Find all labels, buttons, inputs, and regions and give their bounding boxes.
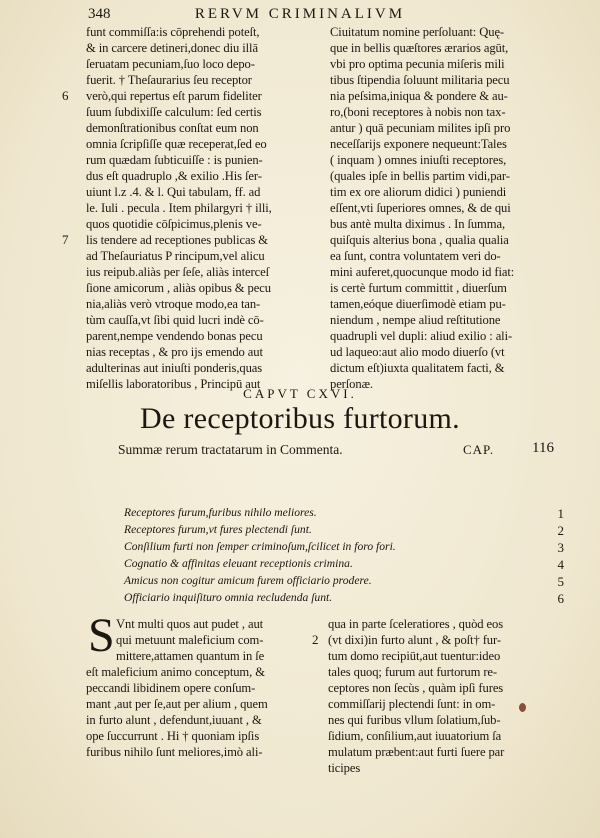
text-line: lis tendere ad receptiones publicas & — [86, 233, 268, 247]
summary-item-text: Cognatio & affinitas eleuant receptionis crimina. — [124, 557, 353, 570]
text-line: (vt dixi)in furto alunt , & poſt† fur- — [328, 633, 501, 647]
text-line: ( inquam ) omnes iniuſti receptores, — [330, 153, 507, 167]
text-line: furibus nihilo ſunt meliores,imò ali- — [86, 745, 263, 759]
text-line: commiſſarij plectendi ſunt: in om- — [328, 697, 496, 711]
summary-item-text: Officiario inquiſituro omnia recludenda ſunt. — [124, 591, 333, 604]
summary-item — [124, 591, 564, 608]
text-line: mini auferet,quocunque modo id fiat: — [330, 265, 515, 279]
text-line: in furto alunt , defendunt,iuuant , & — [86, 713, 262, 727]
text-line: (quales ipſe in bellis partim vidi,par- — [330, 169, 510, 183]
text-line: ſuum ſubdixiſſe calculum: ſed certis — [86, 105, 262, 119]
upper-left-column — [86, 24, 320, 392]
page-header — [0, 2, 600, 24]
summary-list — [124, 506, 564, 608]
text-line: rum quædam ſubticuiſſe : is punien- — [86, 153, 263, 167]
text-line: verò,qui repertus eſt parum fideliter — [86, 89, 262, 103]
text-line: omnia ſcripſiſſe quæ receperat,ſed eo — [86, 137, 267, 151]
summary-item-text: Receptores furum,vt fures plectendi ſunt. — [124, 523, 312, 536]
text-line: ope ſuccurrunt . Hi † quoniam ipſis — [86, 729, 260, 743]
summary-heading: Summæ rerum tractatarum in Commenta. — [118, 442, 343, 457]
summary-item — [124, 540, 564, 557]
running-head: RERVM CRIMINALIVM — [194, 6, 406, 22]
text-line: ius reipub.aliàs per ſeſe, aliàs interceſ — [86, 265, 269, 279]
drop-cap: S — [88, 609, 115, 662]
text-line: tùm cauſſa,vt ſibi quid lucri indè cō- — [86, 313, 264, 327]
summary-item-number: 3 — [557, 540, 564, 555]
summary-item-text: Conſilium furti non ſemper criminoſum,ſcilicet in foro fori. — [124, 540, 396, 553]
summary-item-number: 4 — [557, 557, 564, 572]
summary-item — [124, 506, 564, 523]
lower-right-column — [328, 616, 564, 776]
text-line: quos quotidie cōſpicimus,plenis ve- — [86, 217, 262, 231]
text-line: tales quoq; furum aut furtorum re- — [328, 665, 498, 679]
text-line: quiſquis alterius bona , qualia qualia — [330, 233, 509, 247]
text-line: mulatum præbent:aut furti ſuere par — [328, 745, 505, 759]
text-line: eſſent,vti ſuperiores omnes, & de qui — [330, 201, 511, 215]
text-line: ſeruatam pecuniam,ſuo loco depo- — [86, 57, 255, 71]
margin-note-6: 6 — [62, 88, 69, 103]
text-line: parent,nempe vendendo bonas pecu — [86, 329, 263, 343]
text-line: dictum eſt)iuxta qualitatem facti, & — [330, 361, 505, 375]
margin-note-2: 2 — [312, 632, 319, 647]
text-line: tim ex ore aliorum didici ) puniendi — [330, 185, 507, 199]
summary-item-number: 5 — [557, 574, 564, 589]
chapter-title: De receptoribus furtorum. — [140, 402, 460, 435]
text-line: nia,aliàs verò vtroque modo,ea tan- — [86, 297, 261, 311]
text-line: bus antè multa diximus . In ſumma, — [330, 217, 505, 231]
lower-left-column — [86, 616, 320, 760]
text-line: le. Iuli . pecula . Item philargyri † illi, — [86, 201, 272, 215]
text-line: tibus ſtipendia ſoluunt militaria pecu — [330, 73, 510, 87]
text-line: mittere,attamen quantum in ſe — [116, 649, 265, 663]
text-line: ea ſunt, contra voluntatem veri do- — [330, 249, 501, 263]
text-line: vbi pro optima pecunia miſeris mili — [330, 57, 505, 71]
summary-item-text: Receptores furum,furibus nihilo meliores. — [124, 506, 317, 519]
text-line: Ciuitatum nomine perſoluant: Quę- — [330, 25, 505, 39]
text-line: antur ) quā pecuniam milites ipſi pro — [330, 121, 511, 135]
text-line: Vnt multi quos aut pudet , aut — [116, 617, 264, 631]
text-line: peccandi libidinem opere conſum- — [86, 681, 256, 695]
text-line: ud laqueo:aut alio modo diuerſo (vt — [330, 345, 505, 359]
summary-item-number: 2 — [557, 523, 564, 538]
text-line: qui metuunt maleficium com- — [116, 633, 264, 647]
chapter-number: CAPVT CXVI. — [243, 386, 357, 401]
margin-note-7: 7 — [62, 232, 69, 247]
cap-number: 116 — [532, 440, 554, 456]
summary-item-text: Amicus non cogitur amicum furem officiario prodere. — [124, 574, 372, 587]
ink-spot — [519, 703, 526, 712]
text-line: & in carcere detineri,donec diu illā — [86, 41, 258, 55]
text-line: tum domo recipiūt,aut tuentur:ideo — [328, 649, 501, 663]
summary-item-number: 6 — [557, 591, 564, 606]
text-line: ad Theſauriatus P rincipum,vel alicu — [86, 249, 265, 263]
text-line: ticipes — [328, 761, 361, 775]
text-line: miſellis laboratoribus , Principū aut — [86, 377, 261, 391]
text-line: quadrupli vel dupli: aliud exilio : ali- — [330, 329, 513, 343]
summary-item-number: 1 — [557, 506, 564, 521]
text-line: adulterinas aut iniuſti ponderis,quas — [86, 361, 263, 375]
page-number: 348 — [88, 6, 111, 22]
text-line: neceſſarijs exponere nequeunt:Tales — [330, 137, 507, 151]
summary-item — [124, 557, 564, 574]
text-line: eſt maleficium animo conceptum, & — [86, 665, 265, 679]
text-line: ſidium, conſilium,aut iuuatorium ſa — [328, 729, 502, 743]
text-line: qua in parte ſceleratiores , quòd eos — [328, 617, 503, 631]
text-line: ſione amicorum , aliàs opibus & pecu — [86, 281, 271, 295]
text-line: niendum , nempe aliud reſtitutione — [330, 313, 501, 327]
text-line: tamen,eóque diuerſimodè etiam pu- — [330, 297, 506, 311]
text-line: ro,(boni receptores à nobis non tax- — [330, 105, 506, 119]
text-line: ceptores non ſecùs , quàm ipſi fures — [328, 681, 504, 695]
text-line: is certè furtum committit , diuerſum — [330, 281, 507, 295]
summary-item — [124, 574, 564, 591]
text-line: dus eſt quadruplo ,& exilio .His ſer- — [86, 169, 262, 183]
text-line: mant ,aut per ſe,aut per alium , quem — [86, 697, 268, 711]
text-line: nia peſsima,iniqua & pondere & au- — [330, 89, 508, 103]
text-line: que in bellis quæſtores ærarios agūt, — [330, 41, 509, 55]
text-line: fuerit. † Theſaurarius ſeu receptor — [86, 73, 252, 87]
text-line: uiunt l.z .4. & l. Qui tabulam, ff. ad — [86, 185, 261, 199]
text-line: funt commiſſa:is cōprehendi poteſt, — [86, 25, 260, 39]
text-line: nias receptas , & pro ijs emendo aut — [86, 345, 263, 359]
summary-item — [124, 523, 564, 540]
text-line: perſonæ. — [330, 377, 373, 391]
upper-right-column — [330, 24, 566, 392]
text-line: nes qui furibus vllum ſolatium,ſub- — [328, 713, 501, 727]
text-line: demonſtrationibus conſtat eum non — [86, 121, 259, 135]
cap-label: CAP. — [463, 442, 495, 457]
